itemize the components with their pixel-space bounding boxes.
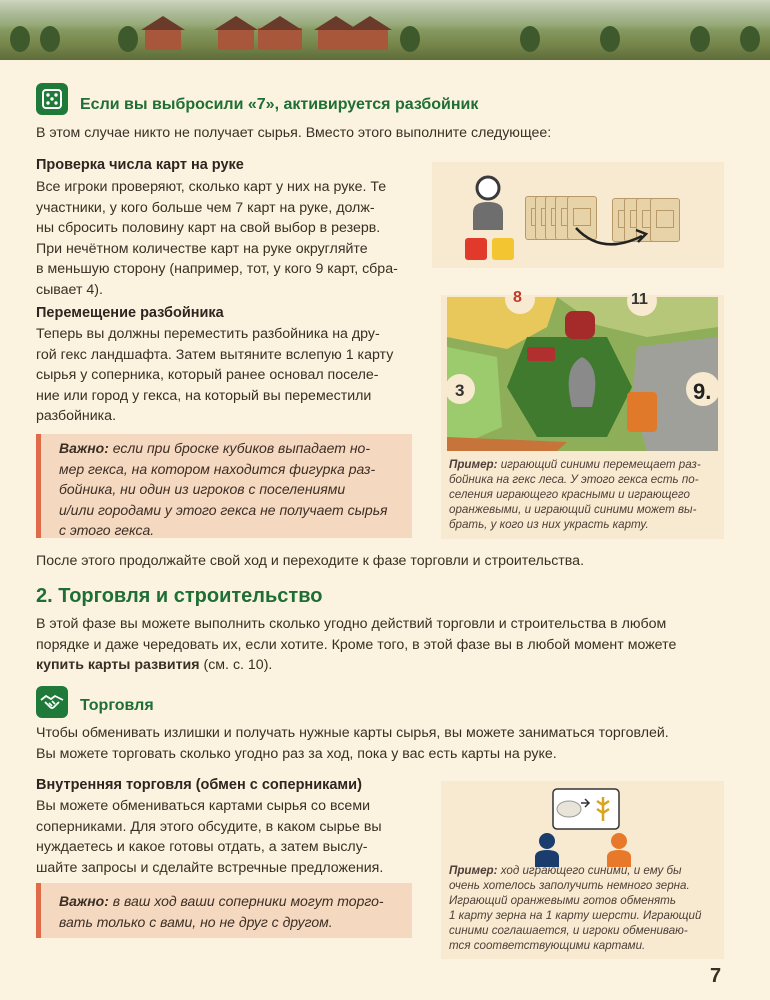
section2-title: 2. Торговля и строительство [36,585,323,607]
continue-text: После этого продолжайте свой ход и переходите к фазе торговли и строительства. [36,553,585,569]
hand-check-text: Все игроки проверяют, сколько карт у них на руке. Те участники, у кого больше чем 7 карт на руке, долж- ны сбросить половину карт на свой выбор в резерв. При нечётном количестве карт на руке округляйте в меньшую сторону (например, тот, у кого 9 карт, сбра- сывает 4). [36,179,398,298]
robber-move-text: Теперь вы должны переместить разбойника на дру- гой гекс ландшафта. Затем вытяните вслепую 1 карту сырья у соперника, который ранее основал поселе- ние или город у гекса, на который вы переместили разбойника. [36,326,394,424]
map-example-panel [441,289,724,539]
header-illustration [0,0,770,60]
robber-intro: В этом случае никто не получает сырья. Вместо этого выполните следующее: [36,125,552,141]
page-number: 7 [710,965,722,987]
handshake-icon [36,686,68,718]
trade-caption: Пример: ход играющего синими, и ему бы очень хотелось заполучить немного зерна. Играющий оранжевыми готов обменять 1 карту зерна на 1 карту шерсти. Играющий синими соглашается, и игроки обмениваю- тся соответствующими картами. [449,864,702,952]
map-number-11: 11 [631,291,648,308]
trade-illustration [533,787,633,867]
trade-text: Чтобы обменивать излишки и получать нужные карты сырья, вы можете заниматься торговлей. Вы можете торговать сколько угодно раз за ход, пока у вас есть карты на руке. [36,725,669,762]
dice-icon [36,83,68,115]
map-number-3: 3 [455,381,465,400]
robber-section-title: Если вы выбросили «7», активируется разбойник [80,96,479,113]
discard-illustration [432,162,724,268]
robber-move-heading: Перемещение разбойника [36,305,224,321]
yellow-die-icon [492,238,514,260]
trade-example-panel [441,781,724,959]
section2-text: В этой фазе вы можете выполнить сколько угодно действий торговли и строительства в любом порядке и даже чередовать их, если хотите. Кроме того, в этой фазе вы в любой момент можете купить карты развития (см. с. 10). [36,616,677,673]
red-die-icon [465,238,487,260]
map-caption: Пример: играющий синими перемещает раз- бойника на гекс леса. У этого гекса есть по- селения играющего красными и играющего оранжевыми, и играющий синими может вы- брать, у кого из них украсть карту. [449,458,701,531]
trade-title: Торговля [80,697,154,714]
map-number-8: 8 [513,289,522,306]
domestic-trade-text: Вы можете обмениваться картами сырья со всеми соперниками. Для этого обсудите, в каком сырье вы нуждаетесь и какое готовы отдать, а затем выслу- шайте запросы и сделайте встречные предложения. [36,798,384,876]
domestic-trade-heading: Внутренняя торговля (обмен с соперниками) [36,777,362,793]
important-note-trade: Важно: в ваш ход ваши соперники могут торго- вать только с вами, но не друг с другом. [36,883,412,938]
arrow-icon [572,222,652,254]
hand-check-heading: Проверка числа карт на руке [36,157,244,173]
map-number-9: 9. [693,379,712,404]
player-icon [470,174,506,235]
important-note-robber: Важно: если при броске кубиков выпадает но- мер гекса, на котором находится фигурка раз- бойника, ни один из игроков с поселениями и/или городами у этого гекса не получает сырья с этого гекса. [36,434,412,538]
map-illustration [447,297,718,451]
